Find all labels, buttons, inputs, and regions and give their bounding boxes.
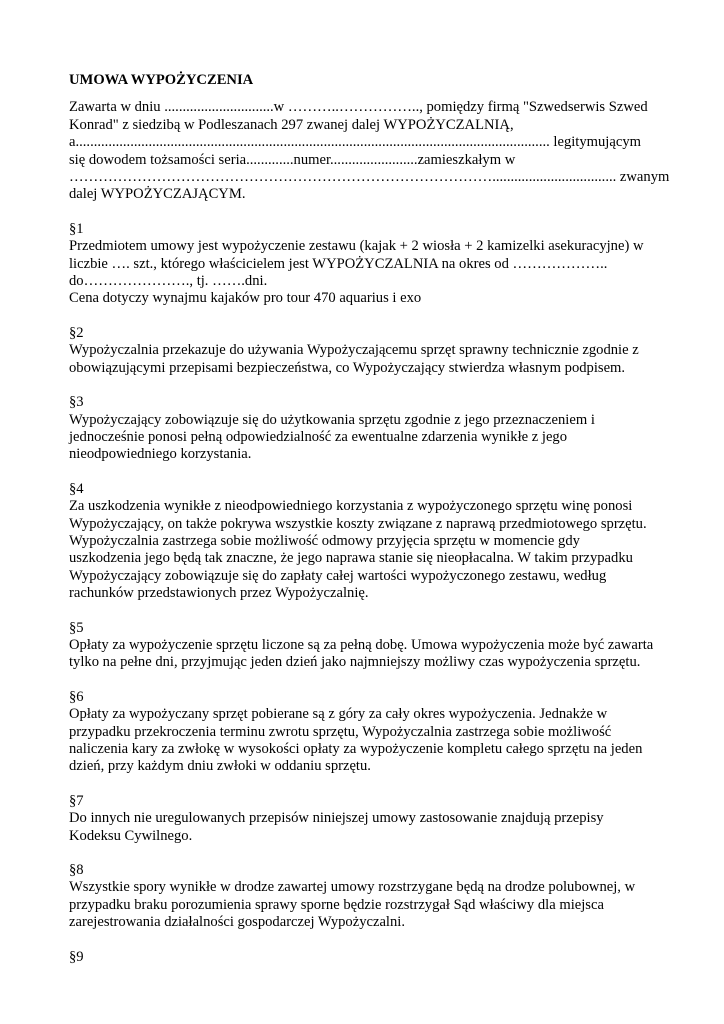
- section-text-line: nieodpowiedniego korzystania.: [69, 446, 252, 463]
- section-text-line: rachunków przedstawionych przez Wypożyczalnię.: [69, 585, 369, 602]
- section-2: [69, 325, 669, 377]
- section-text-line: Wypożyczający, on także pokrywa wszystkie koszty związane z naprawą przedmiotowego sprzętu.: [69, 515, 647, 532]
- section-text-line: Przedmiotem umowy jest wypożyczenie zestawu (kajak + 2 wiosła + 2 kamizelki asekuracyjne) w: [69, 238, 644, 255]
- section-text-line: Wypożyczający zobowiązuje się do zapłaty całej wartości wypożyczonego zestawu, według: [69, 567, 607, 584]
- section-text-line: uszkodzenia jego będą tak znaczne, że jego naprawa stanie się nieopłacalna. W takim przypadku: [69, 550, 633, 567]
- intro-paragraph: [69, 99, 669, 203]
- section-5: [69, 620, 669, 672]
- section-number: §6: [69, 688, 84, 705]
- section-text-line: obowiązującymi przepisami bezpieczeństwa, co Wypożyczający stwierdza własnym podpisem.: [69, 359, 626, 376]
- section-number: §4: [69, 480, 84, 497]
- document-body: [69, 72, 669, 966]
- section-9: [69, 949, 669, 966]
- section-6: [69, 689, 669, 776]
- section-number: §2: [69, 324, 84, 341]
- section-4: [69, 481, 669, 603]
- section-number: §9: [69, 948, 84, 965]
- section-text-line: Wypożyczalnia przekazuje do używania Wypożyczającemu sprzęt sprawny technicznie zgodnie z: [69, 342, 639, 359]
- intro-line: …………………………………………………………………………….................................. zwanym: [69, 169, 670, 186]
- intro-line: dalej WYPOŻYCZAJĄCYM.: [69, 186, 246, 203]
- section-text-line: Opłaty za wypożyczany sprzęt pobierane są z góry za cały okres wypożyczenia. Jednakże w: [69, 706, 608, 723]
- intro-line: a.................................................................................................................................. legitymującym: [69, 134, 641, 151]
- section-1: [69, 221, 669, 308]
- intro-line: Konrad" z siedzibą w Podleszanach 297 zwanej dalej WYPOŻYCZALNIĄ,: [69, 116, 514, 133]
- section-text-line: dzień, przy każdym dniu zwłoki w oddaniu sprzętu.: [69, 758, 371, 775]
- section-text-line: Wypożyczający zobowiązuje się do użytkowania sprzętu zgodnie z jego przeznaczeniem i: [69, 411, 595, 428]
- section-text-line: Wypożyczalnia zastrzega sobie możliwość odmowy przyjęcia sprzętu w momencie gdy: [69, 532, 580, 549]
- section-text-line: Kodeksu Cywilnego.: [69, 827, 193, 844]
- section-text-line: do…………………., tj. …….dni.: [69, 273, 268, 290]
- section-text-line: przypadku braku porozumienia sprawy sporne będzie rozstrzygał Sąd właściwy dla miejsca: [69, 896, 604, 913]
- section-number: §3: [69, 394, 84, 411]
- section-text-line: Za uszkodzenia wynikłe z nieodpowiedniego korzystania z wypożyczonego sprzętu winę ponosi: [69, 498, 633, 515]
- section-number: §1: [69, 220, 84, 237]
- section-text-line: jednocześnie ponosi pełną odpowiedzialność za ewentualne zdarzenia wynikłe z jego: [69, 428, 568, 445]
- section-number: §8: [69, 862, 84, 879]
- sections-container: [69, 221, 669, 966]
- section-3: [69, 394, 669, 464]
- section-text-line: naliczenia kary za zwłokę w wysokości opłaty za wypożyczenie kompletu całego sprzętu na jeden: [69, 741, 643, 757]
- section-text-line: Wszystkie spory wynikłe w drodze zawartej umowy rozstrzygane będą na drodze polubownej, w: [69, 879, 636, 896]
- section-text-line: zarejestrowania działalności gospodarczej Wypożyczalni.: [69, 914, 405, 931]
- section-text-line: liczbie …. szt., którego właścicielem jest WYPOŻYCZALNIA na okres od ………………..: [69, 255, 608, 272]
- section-number: §7: [69, 792, 84, 809]
- intro-line: Zawarta w dniu ..............................w ………..…………….., pomiędzy firmą "Szwedserwis Szwed: [69, 99, 648, 116]
- section-text-line: Opłaty za wypożyczenie sprzętu liczone są za pełną dobę. Umowa wypożyczenia może być zawarta: [69, 636, 654, 653]
- section-7: [69, 793, 669, 845]
- section-number: §5: [69, 619, 84, 636]
- section-text-line: Do innych nie uregulowanych przepisów niniejszej umowy zastosowanie znajdują przepisy: [69, 810, 604, 827]
- intro-line: się dowodem tożsamości seria.............numer........................zamieszkałym w: [69, 151, 516, 168]
- section-text-line: Cena dotyczy wynajmu kajaków pro tour 470 aquarius i exo: [69, 290, 422, 307]
- section-8: [69, 862, 669, 932]
- document-title: UMOWA WYPOŻYCZENIA: [69, 72, 254, 88]
- section-text-line: tylko na pełne dni, przyjmując jeden dzień jako najmniejszy możliwy czas wypożyczenia sprzętu.: [69, 654, 641, 671]
- section-text-line: przypadku przekroczenia terminu zwrotu sprzętu, Wypożyczalnia zastrzega sobie możliwość: [69, 723, 612, 740]
